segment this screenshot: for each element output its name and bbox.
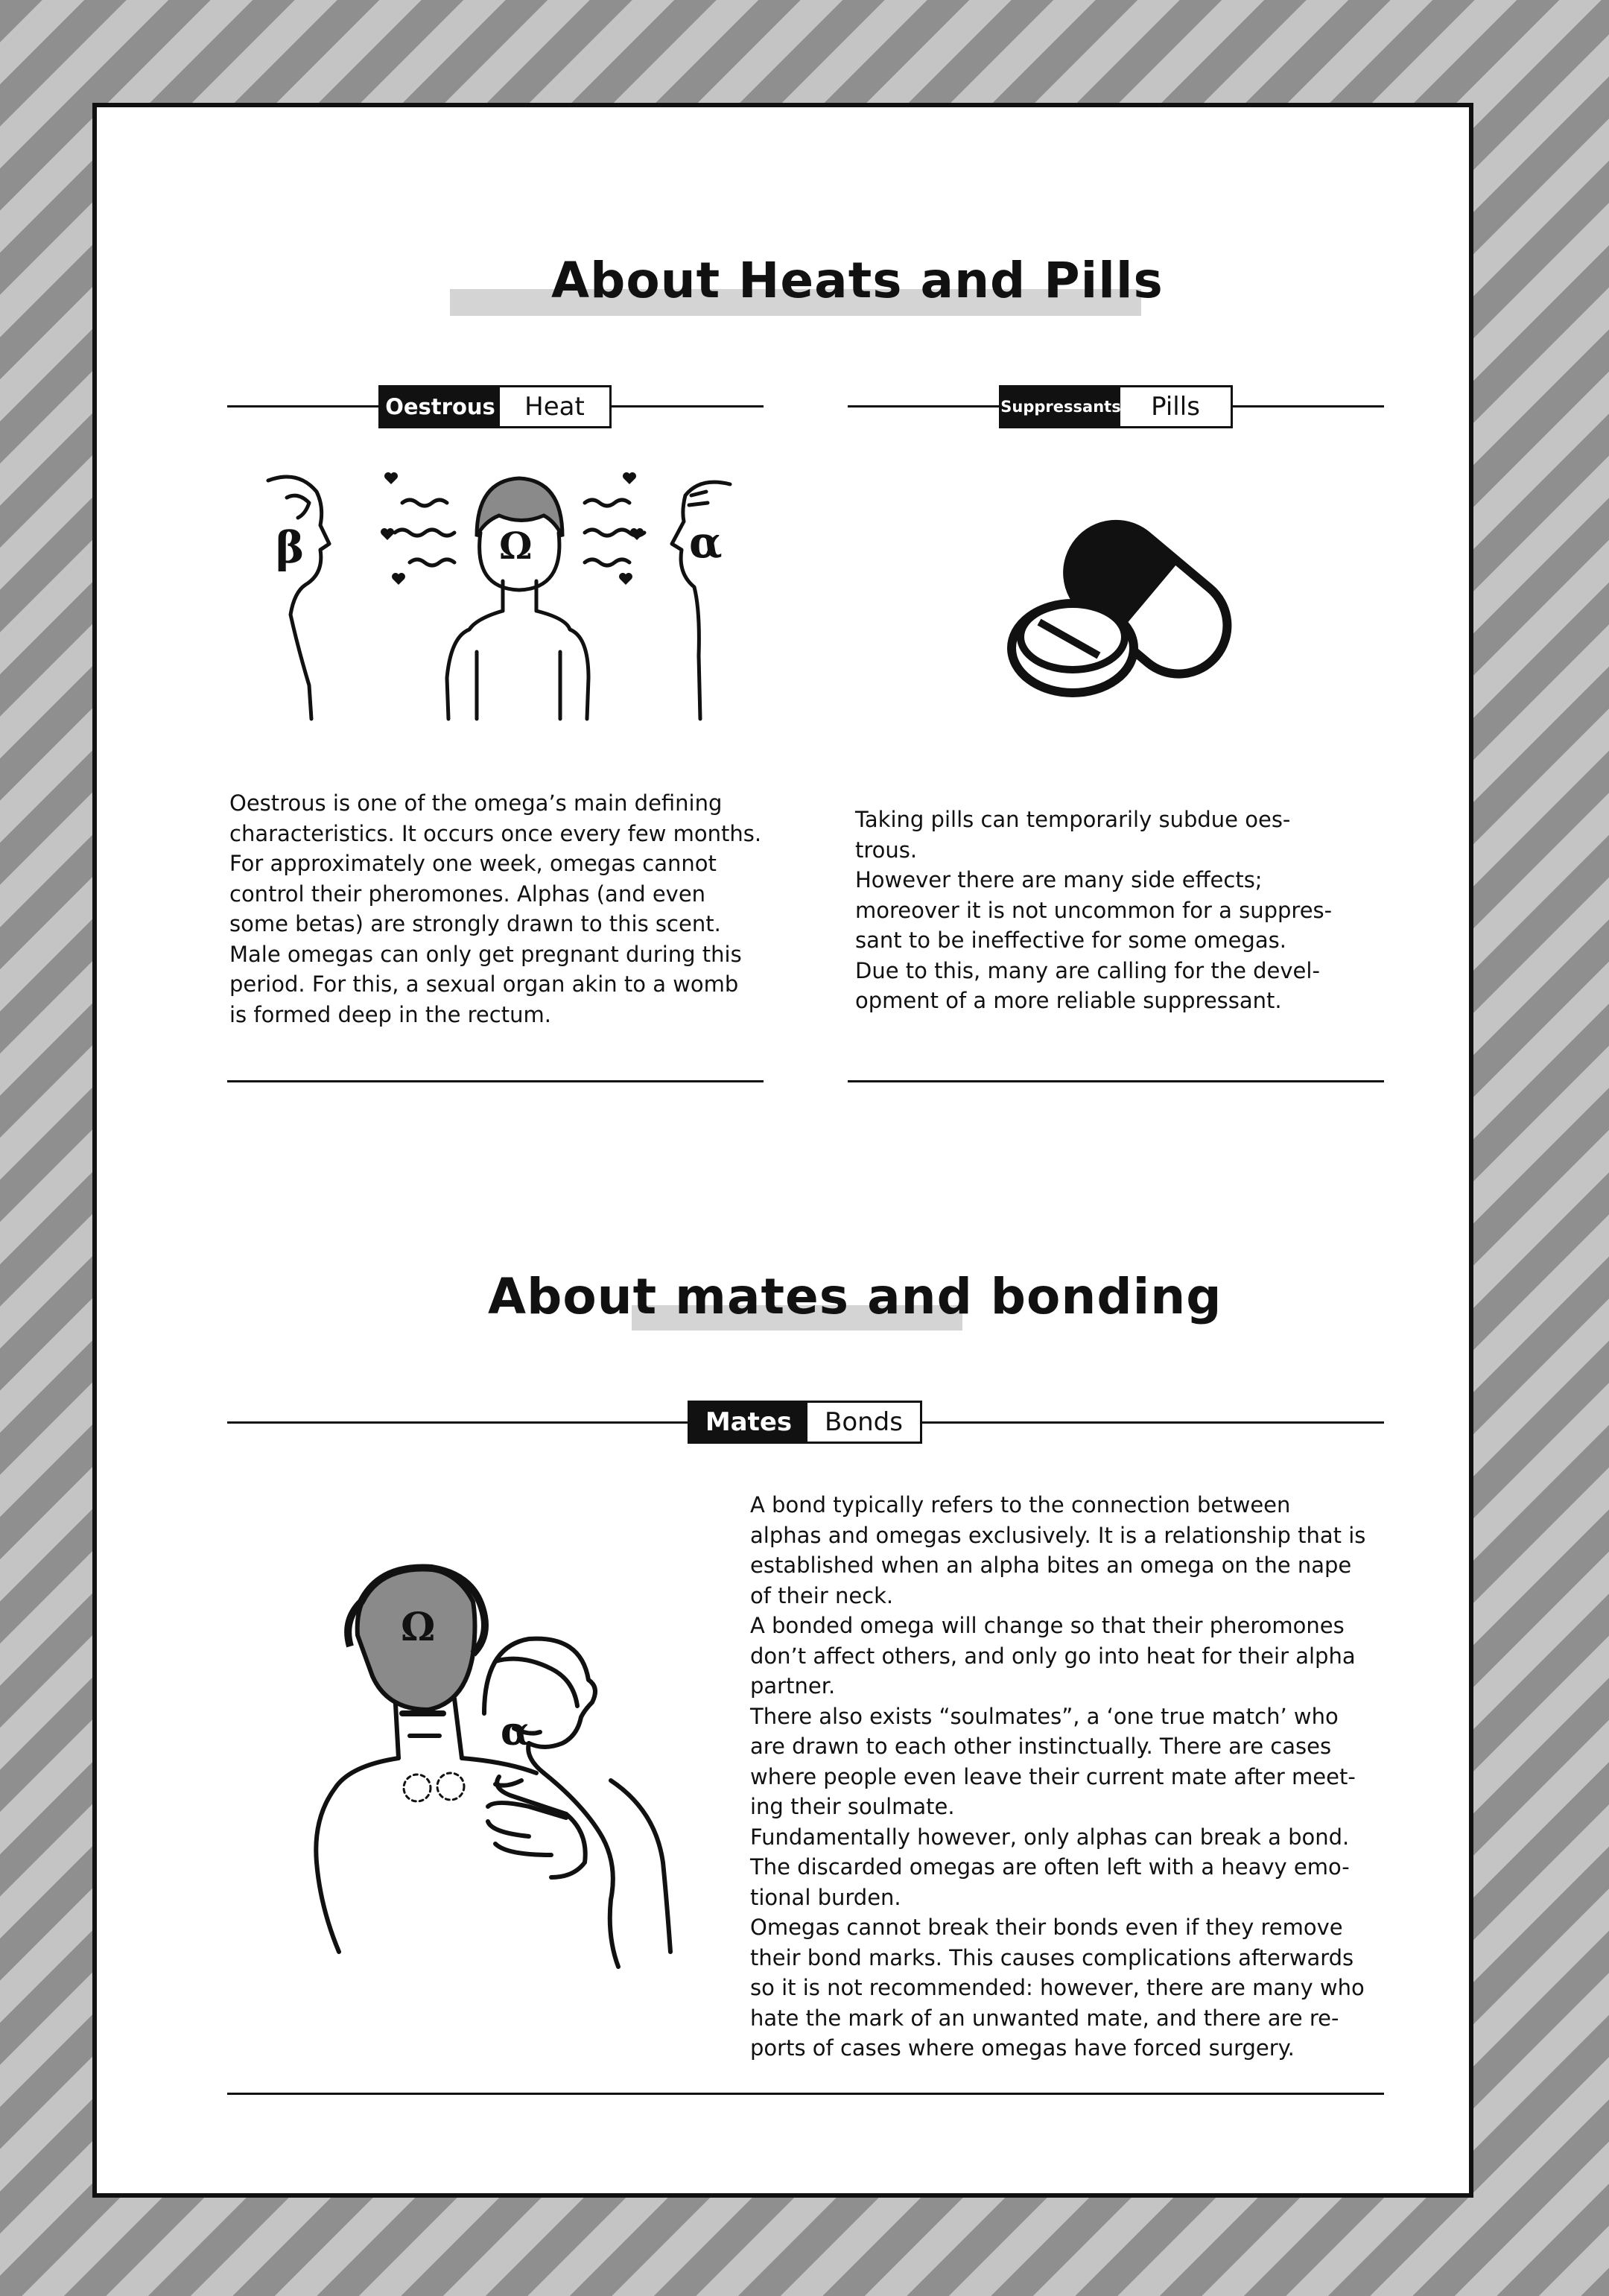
- text-line: For approximately one week, omegas cannot: [229, 851, 717, 876]
- text-line: sant to be ineffective for some omegas.: [855, 927, 1286, 953]
- text-line: Due to this, many are calling for the devel-: [855, 957, 1320, 983]
- heat-header-rule-left: [227, 405, 380, 407]
- heat-footer-rule: [227, 1080, 764, 1082]
- mates-footer-rule: [227, 2093, 1384, 2095]
- pills-footer-rule: [848, 1080, 1384, 1082]
- mates-header-rule-right: [921, 1421, 1384, 1424]
- text-line: opment of a more reliable suppressant.: [855, 988, 1282, 1013]
- omega-symbol: Ω: [401, 1605, 436, 1650]
- text-line: some betas) are strongly drawn to this scent.: [229, 911, 721, 936]
- heat-header-rule-right: [610, 405, 764, 407]
- pills-description: [855, 805, 1332, 1016]
- bonding-description: [750, 1490, 1365, 2064]
- heat-illustration: [253, 462, 745, 730]
- text-line: partner.: [750, 1673, 836, 1699]
- text-line: ing their soulmate.: [750, 1794, 955, 1819]
- mates-tag: [688, 1401, 922, 1444]
- text-line: is formed deep in the rectum.: [229, 1001, 551, 1027]
- text-line: Omegas cannot break their bonds even if they remove: [750, 1915, 1343, 1940]
- alpha-symbol: α: [501, 1709, 531, 1754]
- text-line: There also exists “soulmates”, a ‘one true match’ who: [750, 1703, 1339, 1729]
- text-line: Taking pills can temporarily subdue oes-: [855, 807, 1291, 832]
- text-line: Oestrous is one of the omega’s main defining: [229, 790, 723, 816]
- text-line: are drawn to each other instinctually. There are cases: [750, 1734, 1332, 1759]
- pills-tag-suppressants: Suppressants: [1001, 387, 1120, 426]
- text-line: ports of cases where omegas have forced surgery.: [750, 2035, 1295, 2061]
- text-line: A bonded omega will change so that their pheromones: [750, 1613, 1345, 1638]
- text-line: Fundamentally however, only alphas can break a bond.: [750, 1824, 1350, 1850]
- text-line: control their pheromones. Alphas (and even: [229, 881, 706, 907]
- bonding-illustration: [305, 1550, 708, 1982]
- heat-tag-oestrous: Oestrous: [381, 387, 500, 426]
- heat-tag-heat: Heat: [524, 392, 585, 422]
- mates-section-title: About mates and bonding: [488, 1268, 1222, 1325]
- omega-symbol: Ω: [499, 524, 533, 568]
- pills-header-rule-left: [848, 405, 1000, 407]
- text-line: their bond marks. This causes complications afterwards: [750, 1944, 1354, 1970]
- text-line: period. For this, a sexual organ akin to a womb: [229, 971, 739, 997]
- pills-tag: [999, 385, 1233, 428]
- text-line: established when an alpha bites an omega on the nape: [750, 1553, 1352, 1578]
- text-line: moreover it is not uncommon for a suppres-: [855, 897, 1333, 923]
- alpha-symbol: α: [689, 517, 723, 568]
- heats-section-title: About Heats and Pills: [551, 252, 1164, 309]
- pills-icon: [1006, 477, 1229, 700]
- text-line: trous.: [855, 837, 918, 863]
- beta-symbol: β: [276, 522, 305, 573]
- text-line: A bond typically refers to the connection between: [750, 1492, 1291, 1518]
- text-line: Male omegas can only get pregnant during this: [229, 941, 742, 967]
- text-line: of their neck.: [750, 1582, 894, 1608]
- text-line: characteristics. It occurs once every few months.: [229, 820, 762, 846]
- heat-description: [229, 788, 761, 1030]
- text-line: tional burden.: [750, 1884, 901, 1910]
- mates-tag-mates: Mates: [690, 1403, 807, 1442]
- text-line: alphas and omegas exclusively. It is a relationship that is: [750, 1522, 1366, 1548]
- text-line: However there are many side effects;: [855, 867, 1263, 892]
- text-line: hate the mark of an unwanted mate, and there are re-: [750, 2005, 1339, 2031]
- pills-header-rule-right: [1231, 405, 1384, 407]
- heat-tag: [378, 385, 612, 428]
- text-line: don’t affect others, and only go into heat for their alpha: [750, 1643, 1356, 1669]
- text-line: where people even leave their current mate after meet-: [750, 1763, 1356, 1789]
- text-line: so it is not recommended: however, there are many who: [750, 1975, 1365, 2000]
- pills-tag-pills: Pills: [1151, 392, 1200, 422]
- mates-header-rule-left: [227, 1421, 689, 1424]
- text-line: The discarded omegas are often left with a heavy emo-: [750, 1854, 1350, 1880]
- mates-tag-bonds: Bonds: [825, 1407, 903, 1437]
